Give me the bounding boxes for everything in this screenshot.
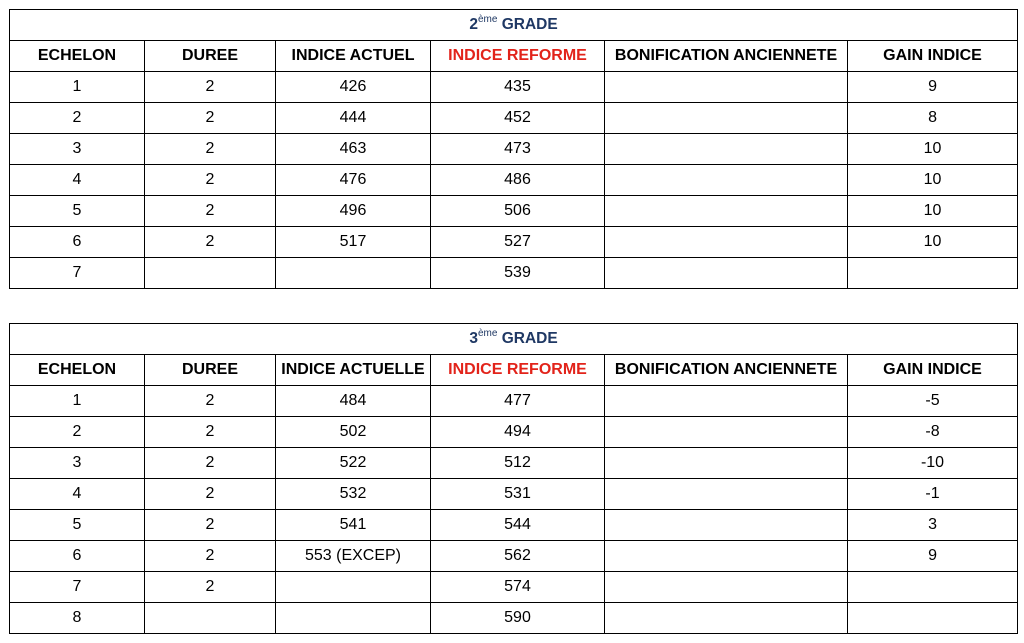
cell-gain-indice: 9	[848, 541, 1018, 572]
cell-indice-actuel: 476	[276, 165, 431, 196]
cell-bonification	[605, 72, 848, 103]
cell-bonification	[605, 196, 848, 227]
table-row	[10, 165, 1018, 196]
cell-echelon: 2	[10, 417, 145, 448]
cell-duree: 2	[145, 103, 276, 134]
table-row	[10, 510, 1018, 541]
table-row	[10, 196, 1018, 227]
cell-gain-indice: -1	[848, 479, 1018, 510]
grade-2-body	[10, 72, 1018, 289]
cell-bonification	[605, 103, 848, 134]
cell-duree	[145, 258, 276, 289]
header-indice-actuel: INDICE ACTUEL	[276, 41, 431, 72]
header-duree: DUREE	[145, 41, 276, 72]
cell-gain-indice: 3	[848, 510, 1018, 541]
cell-echelon: 8	[10, 603, 145, 634]
cell-echelon: 7	[10, 572, 145, 603]
cell-bonification	[605, 165, 848, 196]
cell-indice-reforme: 531	[431, 479, 605, 510]
cell-gain-indice: 10	[848, 165, 1018, 196]
cell-indice-reforme: 562	[431, 541, 605, 572]
grade-2-title: 2ème GRADE	[10, 10, 1018, 41]
cell-bonification	[605, 572, 848, 603]
cell-duree: 2	[145, 541, 276, 572]
cell-bonification	[605, 227, 848, 258]
cell-gain-indice: -8	[848, 417, 1018, 448]
cell-duree: 2	[145, 417, 276, 448]
cell-gain-indice: -5	[848, 386, 1018, 417]
cell-indice-actuel	[276, 603, 431, 634]
cell-bonification	[605, 417, 848, 448]
header-echelon: ECHELON	[10, 355, 145, 386]
table-row	[10, 417, 1018, 448]
cell-gain-indice: 8	[848, 103, 1018, 134]
table-row	[10, 448, 1018, 479]
header-indice-reforme: INDICE REFORME	[431, 355, 605, 386]
grade-3-table	[9, 323, 1018, 634]
table-row	[10, 258, 1018, 289]
cell-bonification	[605, 603, 848, 634]
cell-duree	[145, 603, 276, 634]
cell-indice-actuel: 444	[276, 103, 431, 134]
header-gain-indice: GAIN INDICE	[848, 41, 1018, 72]
header-row	[10, 41, 1018, 72]
cell-duree: 2	[145, 72, 276, 103]
cell-echelon: 6	[10, 541, 145, 572]
cell-indice-actuel: 426	[276, 72, 431, 103]
cell-indice-reforme: 473	[431, 134, 605, 165]
cell-gain-indice: 10	[848, 227, 1018, 258]
cell-indice-actuel	[276, 258, 431, 289]
cell-echelon: 3	[10, 448, 145, 479]
table-row	[10, 479, 1018, 510]
cell-indice-reforme: 527	[431, 227, 605, 258]
cell-indice-reforme: 486	[431, 165, 605, 196]
header-bonification-anciennete: BONIFICATION ANCIENNETE	[605, 355, 848, 386]
cell-indice-reforme: 590	[431, 603, 605, 634]
cell-indice-reforme: 452	[431, 103, 605, 134]
cell-duree: 2	[145, 134, 276, 165]
header-gain-indice: GAIN INDICE	[848, 355, 1018, 386]
table-row	[10, 103, 1018, 134]
cell-echelon: 7	[10, 258, 145, 289]
cell-gain-indice	[848, 258, 1018, 289]
header-bonification-anciennete: BONIFICATION ANCIENNETE	[605, 41, 848, 72]
table-row	[10, 541, 1018, 572]
cell-indice-actuel: 502	[276, 417, 431, 448]
cell-duree: 2	[145, 479, 276, 510]
cell-duree: 2	[145, 165, 276, 196]
cell-gain-indice	[848, 603, 1018, 634]
cell-indice-actuel: 484	[276, 386, 431, 417]
cell-indice-reforme: 506	[431, 196, 605, 227]
cell-duree: 2	[145, 448, 276, 479]
cell-indice-reforme: 435	[431, 72, 605, 103]
cell-gain-indice: 9	[848, 72, 1018, 103]
cell-bonification	[605, 386, 848, 417]
cell-duree: 2	[145, 510, 276, 541]
cell-indice-reforme: 512	[431, 448, 605, 479]
cell-echelon: 6	[10, 227, 145, 258]
cell-duree: 2	[145, 386, 276, 417]
cell-echelon: 1	[10, 72, 145, 103]
cell-indice-reforme: 574	[431, 572, 605, 603]
cell-bonification	[605, 258, 848, 289]
table-row	[10, 134, 1018, 165]
cell-indice-actuel: 522	[276, 448, 431, 479]
cell-gain-indice: -10	[848, 448, 1018, 479]
cell-gain-indice: 10	[848, 134, 1018, 165]
cell-echelon: 5	[10, 196, 145, 227]
cell-indice-actuel	[276, 572, 431, 603]
cell-duree: 2	[145, 572, 276, 603]
cell-echelon: 3	[10, 134, 145, 165]
cell-bonification	[605, 448, 848, 479]
table-row	[10, 72, 1018, 103]
cell-indice-actuel: 541	[276, 510, 431, 541]
cell-duree: 2	[145, 196, 276, 227]
table-row	[10, 386, 1018, 417]
header-indice-reforme: INDICE REFORME	[431, 41, 605, 72]
cell-bonification	[605, 134, 848, 165]
cell-gain-indice	[848, 572, 1018, 603]
grade-3-title: 3ème GRADE	[10, 324, 1018, 355]
cell-indice-actuel: 532	[276, 479, 431, 510]
cell-echelon: 5	[10, 510, 145, 541]
header-echelon: ECHELON	[10, 41, 145, 72]
cell-indice-reforme: 544	[431, 510, 605, 541]
cell-indice-reforme: 477	[431, 386, 605, 417]
cell-indice-reforme: 494	[431, 417, 605, 448]
cell-indice-actuel: 496	[276, 196, 431, 227]
cell-bonification	[605, 479, 848, 510]
cell-indice-actuel: 463	[276, 134, 431, 165]
cell-indice-reforme: 539	[431, 258, 605, 289]
cell-indice-actuel: 517	[276, 227, 431, 258]
grade-3-body	[10, 386, 1018, 634]
cell-bonification	[605, 541, 848, 572]
header-row	[10, 355, 1018, 386]
table-row	[10, 572, 1018, 603]
cell-indice-actuel: 553 (EXCEP)	[276, 541, 431, 572]
cell-bonification	[605, 510, 848, 541]
cell-echelon: 4	[10, 165, 145, 196]
header-indice-actuelle: INDICE ACTUELLE	[276, 355, 431, 386]
table-row	[10, 227, 1018, 258]
cell-echelon: 4	[10, 479, 145, 510]
cell-echelon: 2	[10, 103, 145, 134]
header-duree: DUREE	[145, 355, 276, 386]
cell-duree: 2	[145, 227, 276, 258]
grade-2-table	[9, 9, 1018, 289]
table-row	[10, 603, 1018, 634]
cell-gain-indice: 10	[848, 196, 1018, 227]
cell-echelon: 1	[10, 386, 145, 417]
